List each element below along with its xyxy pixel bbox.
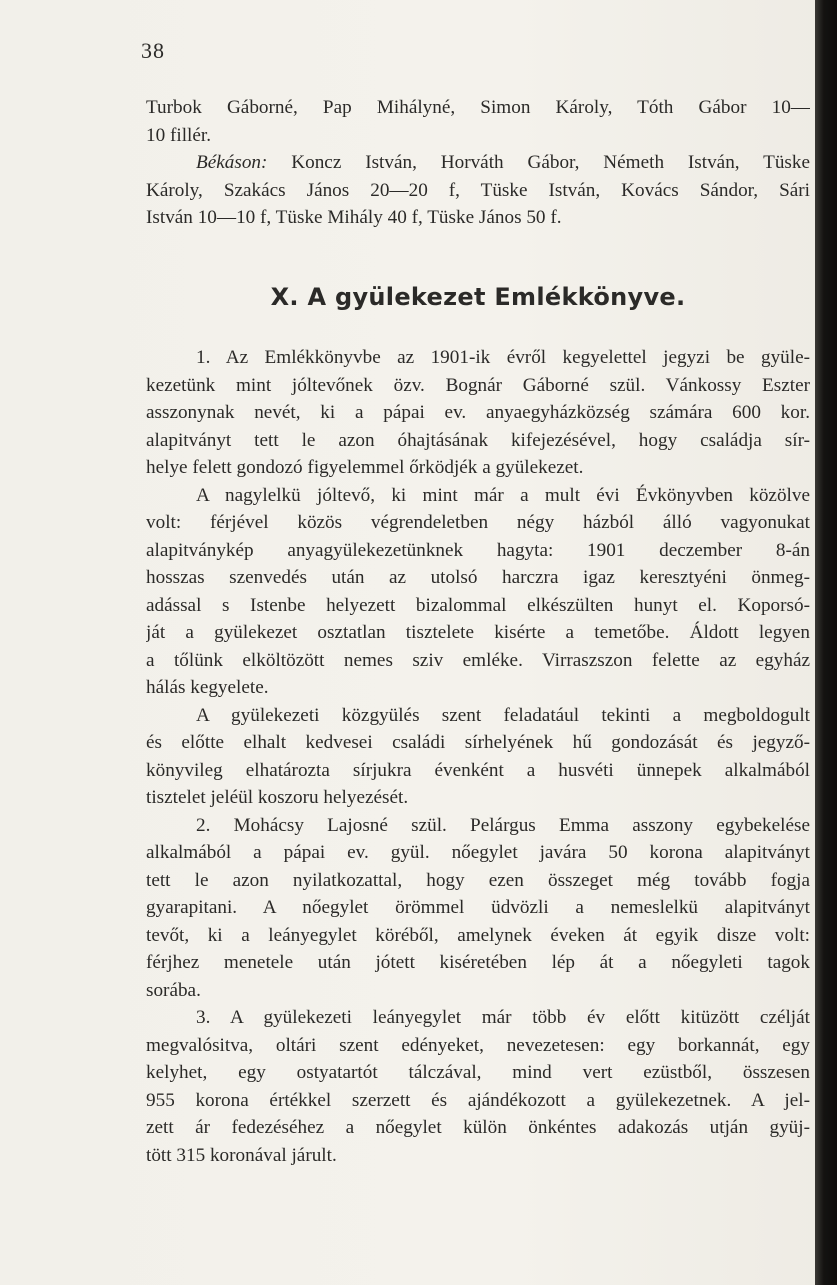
line-text: a tőlünk elköltözött nemes sziv emléke. Virraszszon felette az egyház [146,649,810,671]
line-text: sorába. [146,979,201,1001]
line-text: alapitványkép anyagyülekezetünknek hagyta: 1901 deczember 8-án [146,539,810,561]
text-line [146,399,810,427]
line-text: zett ár fedezéséhez a nőegylet külön önkéntes adakozás utján gyüj- [146,1117,810,1138]
line-text: hálás kegyelete. [146,677,269,698]
text-line [146,1142,810,1170]
line-text: tevőt, ki a leányegylet köréből, amelynek éveken át egyik disze volt: [146,924,810,946]
text-line [146,894,810,922]
line-text: könyvileg elhatározta sírjukra évenként a husvéti ünnepek alkalmából [146,759,810,781]
line-text: gyarapitani. A nőegylet örömmel üdvözli a nemeslelkü alapitványt [146,897,810,918]
text-line [146,482,810,510]
text-line [146,122,810,150]
line-text: alapitványt tett le azon óhajtásának kifejezésével, hogy családja sír- [146,429,810,451]
text-line [146,702,810,730]
line-text: kezetünk mint jóltevőnek özv. Bognár Gáborné szül. Vánkossy Eszter [146,374,810,396]
text-line [146,372,810,400]
text-line [146,812,810,840]
text-line [146,784,810,812]
book-spine-shadow [815,0,837,1285]
text-line [146,1004,810,1032]
text-line [146,1114,810,1142]
text-line [146,674,810,702]
text-line [146,867,810,895]
page-number: 38 [141,38,165,63]
line-text: megvalósitva, oltári szent edényeket, nevezetesen: egy borkannát, egy [146,1034,810,1056]
body-text-block [146,344,810,1169]
line-text: férjhez menetele után jótett kiséretében lép át a nőegyleti tagok [146,952,810,973]
line-text: Turbok Gáborné, Pap Mihályné, Simon Károly, Tóth Gábor 10— [146,97,810,118]
line-text: volt: férjével közös végrendeletben négy házból álló vagyonukat [146,512,810,533]
text-line [146,509,810,537]
line-text: 1. Az Emlékkönyvbe az 1901-ik évről kegyelettel jegyzi be gyüle- [196,347,810,368]
text-line [146,564,810,592]
text-line [146,839,810,867]
text-line [146,592,810,620]
line-text: kelyhet, egy ostyatartót tálczával, mind vert ezüstből, összesen [146,1062,810,1083]
text-line [146,619,810,647]
section-heading: X. A gyülekezet Emlékkönyve. [270,283,686,311]
line-text: Koncz István, Horváth Gábor, Németh István, Tüske [267,152,810,173]
text-line [146,922,810,950]
line-text: A nagylelkü jóltevő, ki mint már a mult évi Évkönyvben közölve [196,484,810,506]
line-text: tisztelet jeléül koszoru helyezését. [146,787,409,808]
line-text: tett le azon nyilatkozattal, hogy ezen összeget még tovább fogja [146,869,810,891]
line-text: A gyülekezeti közgyülés szent feladatául tekinti a megboldogult [196,704,810,726]
line-text: tött 315 koronával járult. [146,1144,337,1166]
text-line [146,204,810,232]
line-text: alkalmából a pápai ev. gyül. nőegylet javára 50 korona alapitványt [146,842,810,863]
text-line [146,177,810,205]
text-line [146,537,810,565]
top-text-block [146,94,810,232]
place-name-lead: Békáson: [196,152,268,173]
line-text: 955 korona értékkel szerzett és ajándékozott a gyülekezetnek. A jel- [146,1089,810,1111]
line-text: asszonynak nevét, ki a pápai ev. anyaegyházközség számára 600 kor. [146,402,810,423]
line-text: 10 fillér. [146,124,212,146]
line-text: hosszas szenvedés után az utolsó harczra igaz keresztyéni önmeg- [146,567,810,588]
line-text: 2. Mohácsy Lajosné szül. Pelárgus Emma asszony egybekelése [196,814,810,836]
text-line [146,949,810,977]
text-line [146,94,810,122]
line-text: István 10—10 f, Tüske Mihály 40 f, Tüske János 50 f. [146,207,562,228]
line-text: 3. A gyülekezeti leányegylet már több év előtt kitüzött czélját [196,1007,810,1028]
text-line [146,149,810,177]
text-line [146,1032,810,1060]
line-text: és előtte elhalt kedvesei családi sírhelyének hű gondozását és jegyző- [146,732,810,753]
text-line [146,427,810,455]
text-line [146,757,810,785]
text-line [146,977,810,1005]
text-line [146,454,810,482]
text-line [146,647,810,675]
text-line [146,1059,810,1087]
line-text: Károly, Szakács János 20—20 f, Tüske István, Kovács Sándor, Sári [146,179,810,201]
text-line [146,344,810,372]
line-text: ját a gyülekezet osztatlan tisztelete kisérte a temetőbe. Áldott legyen [146,622,810,643]
line-text: adással s Istenbe helyezett bizalommal elkészülten hunyt el. Koporsó- [146,594,810,616]
text-line [146,729,810,757]
line-text: helye felett gondozó figyelemmel őrködjék a gyülekezet. [146,457,584,478]
text-line [146,1087,810,1115]
